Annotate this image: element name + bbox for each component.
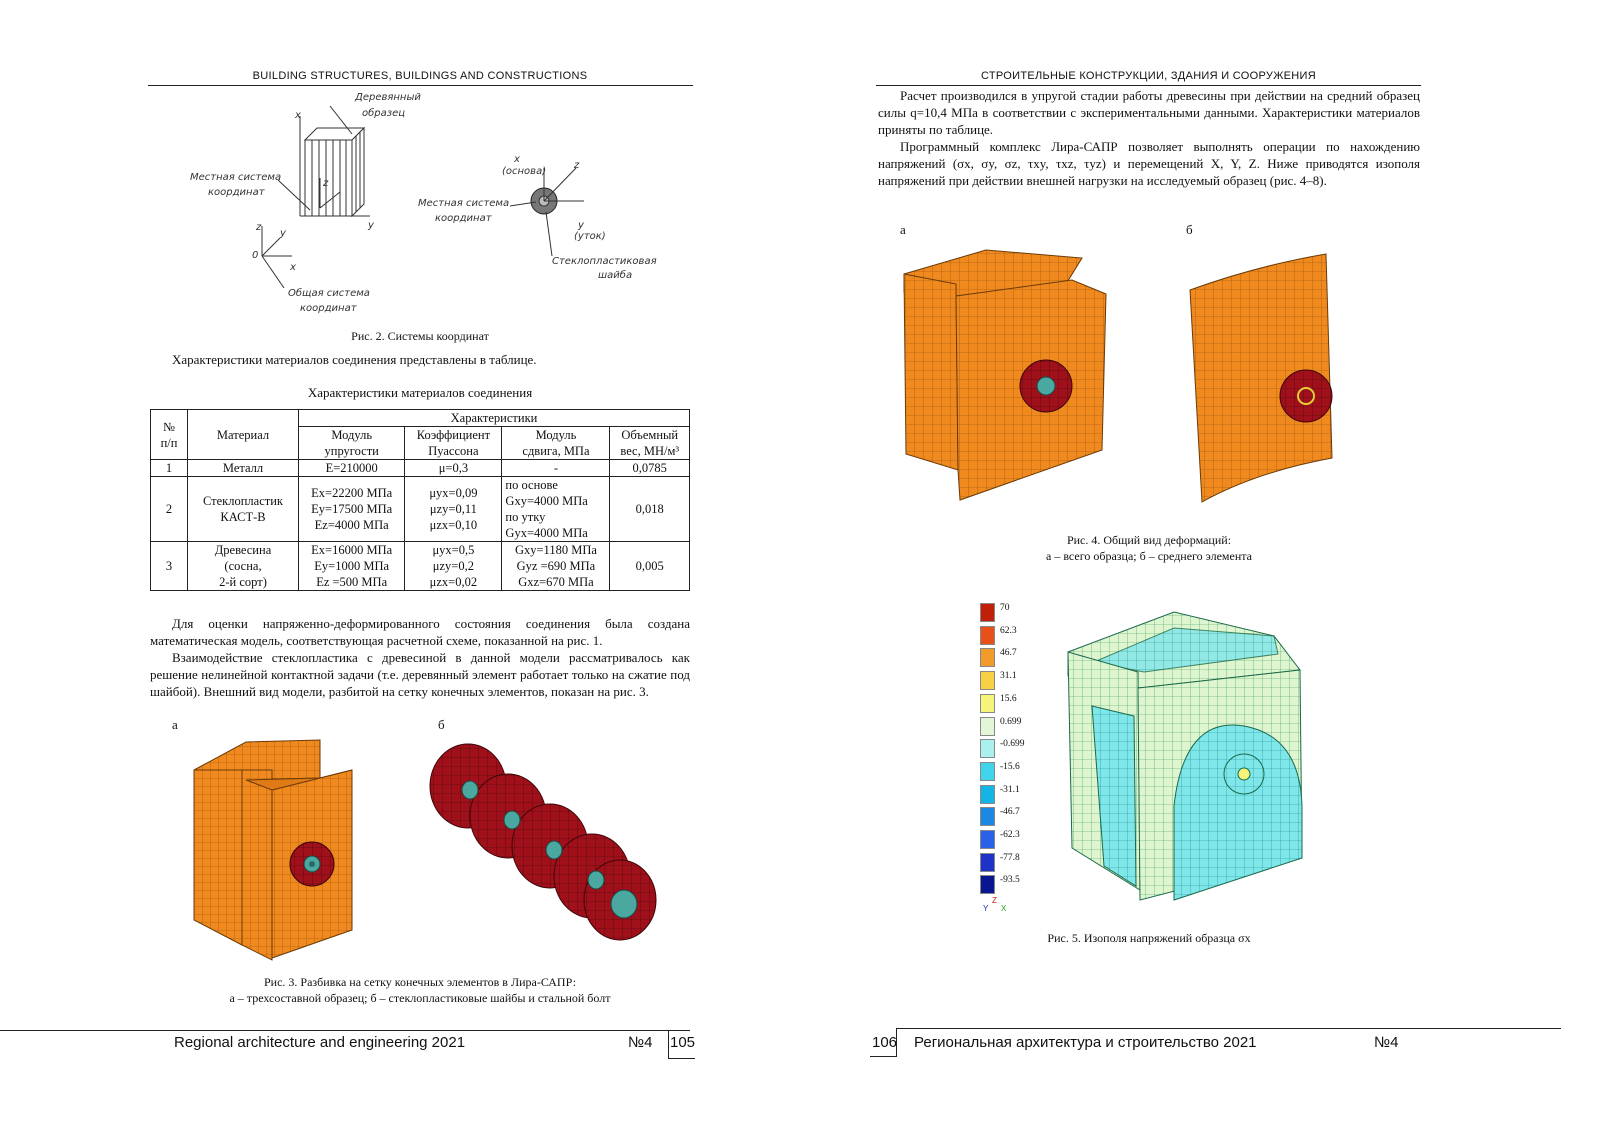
legend-swatch xyxy=(980,603,995,622)
fig2-caption: Рис. 2. Системы координат xyxy=(351,329,489,343)
block-axis-z: z xyxy=(323,178,329,189)
legend-swatch xyxy=(980,853,995,872)
table-row: 3 Древесина (сосна, 2-й сорт) Ex=16000 МПа Ey=1000 МПа Ez =500 МПа μyx=0,5 μzy=0,2 μzx=0,02 Gxy=1180 МПа Gyz =690 МПа Gxz=670 МПа 0,005 xyxy=(151,542,690,591)
label-washer-line2: шайба xyxy=(598,270,633,281)
label-local-1-line2: координат xyxy=(208,187,265,198)
fig3-caption-1: Рис. 3. Разбивка на сетку конечных элементов в Лира-САПР: xyxy=(263,975,577,989)
legend-value: 70 xyxy=(1000,603,1010,613)
washer-axis-y-note: (уток) xyxy=(574,231,606,242)
label-local-2-line1: Местная система xyxy=(418,198,510,209)
th-weight: Объемный вес, МН/м³ xyxy=(610,427,690,460)
axis-triad xyxy=(983,896,1013,918)
legend-swatch xyxy=(980,785,995,804)
legend-swatch xyxy=(980,739,995,758)
legend-value: -0.699 xyxy=(1000,739,1025,750)
legend-value: -46.7 xyxy=(1000,807,1020,818)
page-number-left: 105 xyxy=(670,1034,696,1051)
legend-value: -62.3 xyxy=(1000,830,1020,840)
paragraph-model-1: Для оценки напряженно-деформированного состояния соединения была создана математическая модель, соответствующая расчетной схеме, показанной на рис. 1. xyxy=(150,616,690,648)
running-header-right: СТРОИТЕЛЬНЫЕ КОНСТРУКЦИИ, ЗДАНИЯ И СООРУЖЕНИЯ xyxy=(981,70,1316,82)
footer-rule-left xyxy=(0,1030,690,1031)
footer-rule-right xyxy=(896,1028,1561,1029)
triad-y: Y xyxy=(983,904,989,913)
fig4-caption-2: а – всего образца; б – среднего элемента xyxy=(1046,549,1252,563)
footer-issue-left: №4 xyxy=(628,1034,653,1051)
table-title: Характеристики материалов соединения xyxy=(307,385,533,400)
label-local-1-line1: Местная система xyxy=(190,172,282,183)
wooden-sample-block xyxy=(305,128,364,216)
general-axis-z: z xyxy=(256,222,262,233)
table-row: 2 Стеклопластик КАСТ-В Ex=22200 МПа Ey=17500 МПа Ez=4000 МПа μyx=0,09 μzy=0,11 μzx=0,10 по основе Gxy=4000 МПа по утку Gyx=4000 МПа 0,018 xyxy=(151,477,690,542)
label-local-2-line2: координат xyxy=(435,213,492,224)
legend-value: 0.699 xyxy=(1000,716,1022,727)
figure-deformation-sample xyxy=(896,244,1116,508)
general-axis-y: y xyxy=(280,228,286,239)
label-general-line2: координат xyxy=(300,303,357,314)
legend-swatch xyxy=(980,694,995,713)
legend-value: 62.3 xyxy=(1000,625,1017,636)
legend-value: 31.1 xyxy=(1000,671,1017,682)
legend-swatch xyxy=(980,875,995,894)
washer-axis-x-note: (основа) xyxy=(502,166,547,177)
page-number-right: 106 xyxy=(872,1034,898,1051)
figure-coordinate-systems xyxy=(180,88,680,320)
block-axis-y: y xyxy=(368,220,374,231)
legend-swatch xyxy=(980,762,995,781)
legend-swatch xyxy=(980,807,995,826)
footer-issue-right: №4 xyxy=(1374,1034,1399,1051)
fig4-caption-1: Рис. 4. Общий вид деформаций: xyxy=(1066,533,1232,547)
triad-x: X xyxy=(1001,904,1007,913)
table-row: 1 Металл E=210000 μ=0,3 - 0,0785 xyxy=(151,460,690,477)
th-characteristics: Характеристики xyxy=(299,410,690,427)
th-material: Материал xyxy=(188,410,299,460)
washer-axis-z: z xyxy=(574,160,580,171)
header-rule-right xyxy=(876,85,1421,86)
general-axis-0: 0 xyxy=(252,250,259,261)
triad-z: Z xyxy=(992,896,997,905)
table-intro: Характеристики материалов соединения представлены в таблице. xyxy=(172,352,537,367)
washer-axis-x: x xyxy=(514,154,520,165)
footer-journal-right: Региональная архитектура и строительство 2021 xyxy=(914,1034,1257,1051)
legend-value: -31.1 xyxy=(1000,784,1020,795)
legend-swatch xyxy=(980,626,995,645)
label-general-line1: Общая система xyxy=(288,288,370,299)
legend-swatch xyxy=(980,671,995,690)
th-modulus: Модуль упругости xyxy=(299,427,405,460)
fig3-caption-2: а – трехсоставной образец; б – стеклопластиковые шайбы и стальной болт xyxy=(229,991,611,1005)
figure-mesh-sample xyxy=(186,730,396,962)
label-wooden-line1: Деревянный xyxy=(355,92,421,103)
legend-swatch xyxy=(980,830,995,849)
figure-mesh-washers xyxy=(424,730,674,962)
paragraph-calc: Расчет производился в упругой стадии работы древесины при действии на средний образец силы q=10,4 МПа в соответствии с экспериментальными данными. Характеристики материалов приняты по таблице. xyxy=(878,88,1420,137)
fig3-label-b: б xyxy=(438,717,445,732)
block-axis-x: x xyxy=(295,110,301,121)
fig4-label-a: а xyxy=(900,222,906,237)
paragraph-software: Программный комплекс Лира-САПР позволяет выполнять операции по нахождению напряжений (σx, σy, σz, τxy, τxz, τyz) и перемещений X, Y, Z. Ниже приводятся изополя напряжений при действии внешней нагрузки на исследуемый образец (рис. 4–8). xyxy=(878,139,1420,188)
legend-value: -93.5 xyxy=(1000,875,1020,886)
legend-swatch xyxy=(980,717,995,736)
legend-value: 15.6 xyxy=(1000,693,1017,704)
fig5-caption: Рис. 5. Изополя напряжений образца σx xyxy=(1047,931,1251,945)
th-poisson: Коэффициент Пуассона xyxy=(405,427,502,460)
paragraph-model-2: Взаимодействие стеклопластика с древесиной в данной модели рассматривалось как решение нелинейной контактной задачи (т.е. деревянный элемент работает только на сжатие под шайбой). Внешний вид модели, разбитой на сетку конечных элементов, показан на рис. 3. xyxy=(150,650,690,699)
legend-value: -15.6 xyxy=(1000,761,1020,772)
general-axis-x: x xyxy=(290,262,296,273)
figure-deformation-middle xyxy=(1186,244,1336,508)
washer-axis-y: y xyxy=(578,220,584,231)
label-washer-line1: Стеклопластиковая xyxy=(552,256,657,267)
header-rule-left xyxy=(148,85,693,86)
fig4-label-b: б xyxy=(1186,222,1193,237)
legend-value: -77.8 xyxy=(1000,852,1020,863)
running-header-left: BUILDING STRUCTURES, BUILDINGS AND CONSTRUCTIONS xyxy=(252,70,588,82)
fig3-label-a: а xyxy=(172,717,178,732)
figure-stress-isofield xyxy=(1064,606,1314,906)
legend-value: 46.7 xyxy=(1000,648,1017,659)
materials-table xyxy=(150,409,690,591)
footer-journal-left: Regional architecture and engineering 2021 xyxy=(174,1034,466,1051)
th-shear: Модуль сдвига, МПа xyxy=(502,427,610,460)
label-wooden-line2: образец xyxy=(362,108,406,119)
th-num: № п/п xyxy=(151,410,188,460)
legend-swatch xyxy=(980,648,995,667)
